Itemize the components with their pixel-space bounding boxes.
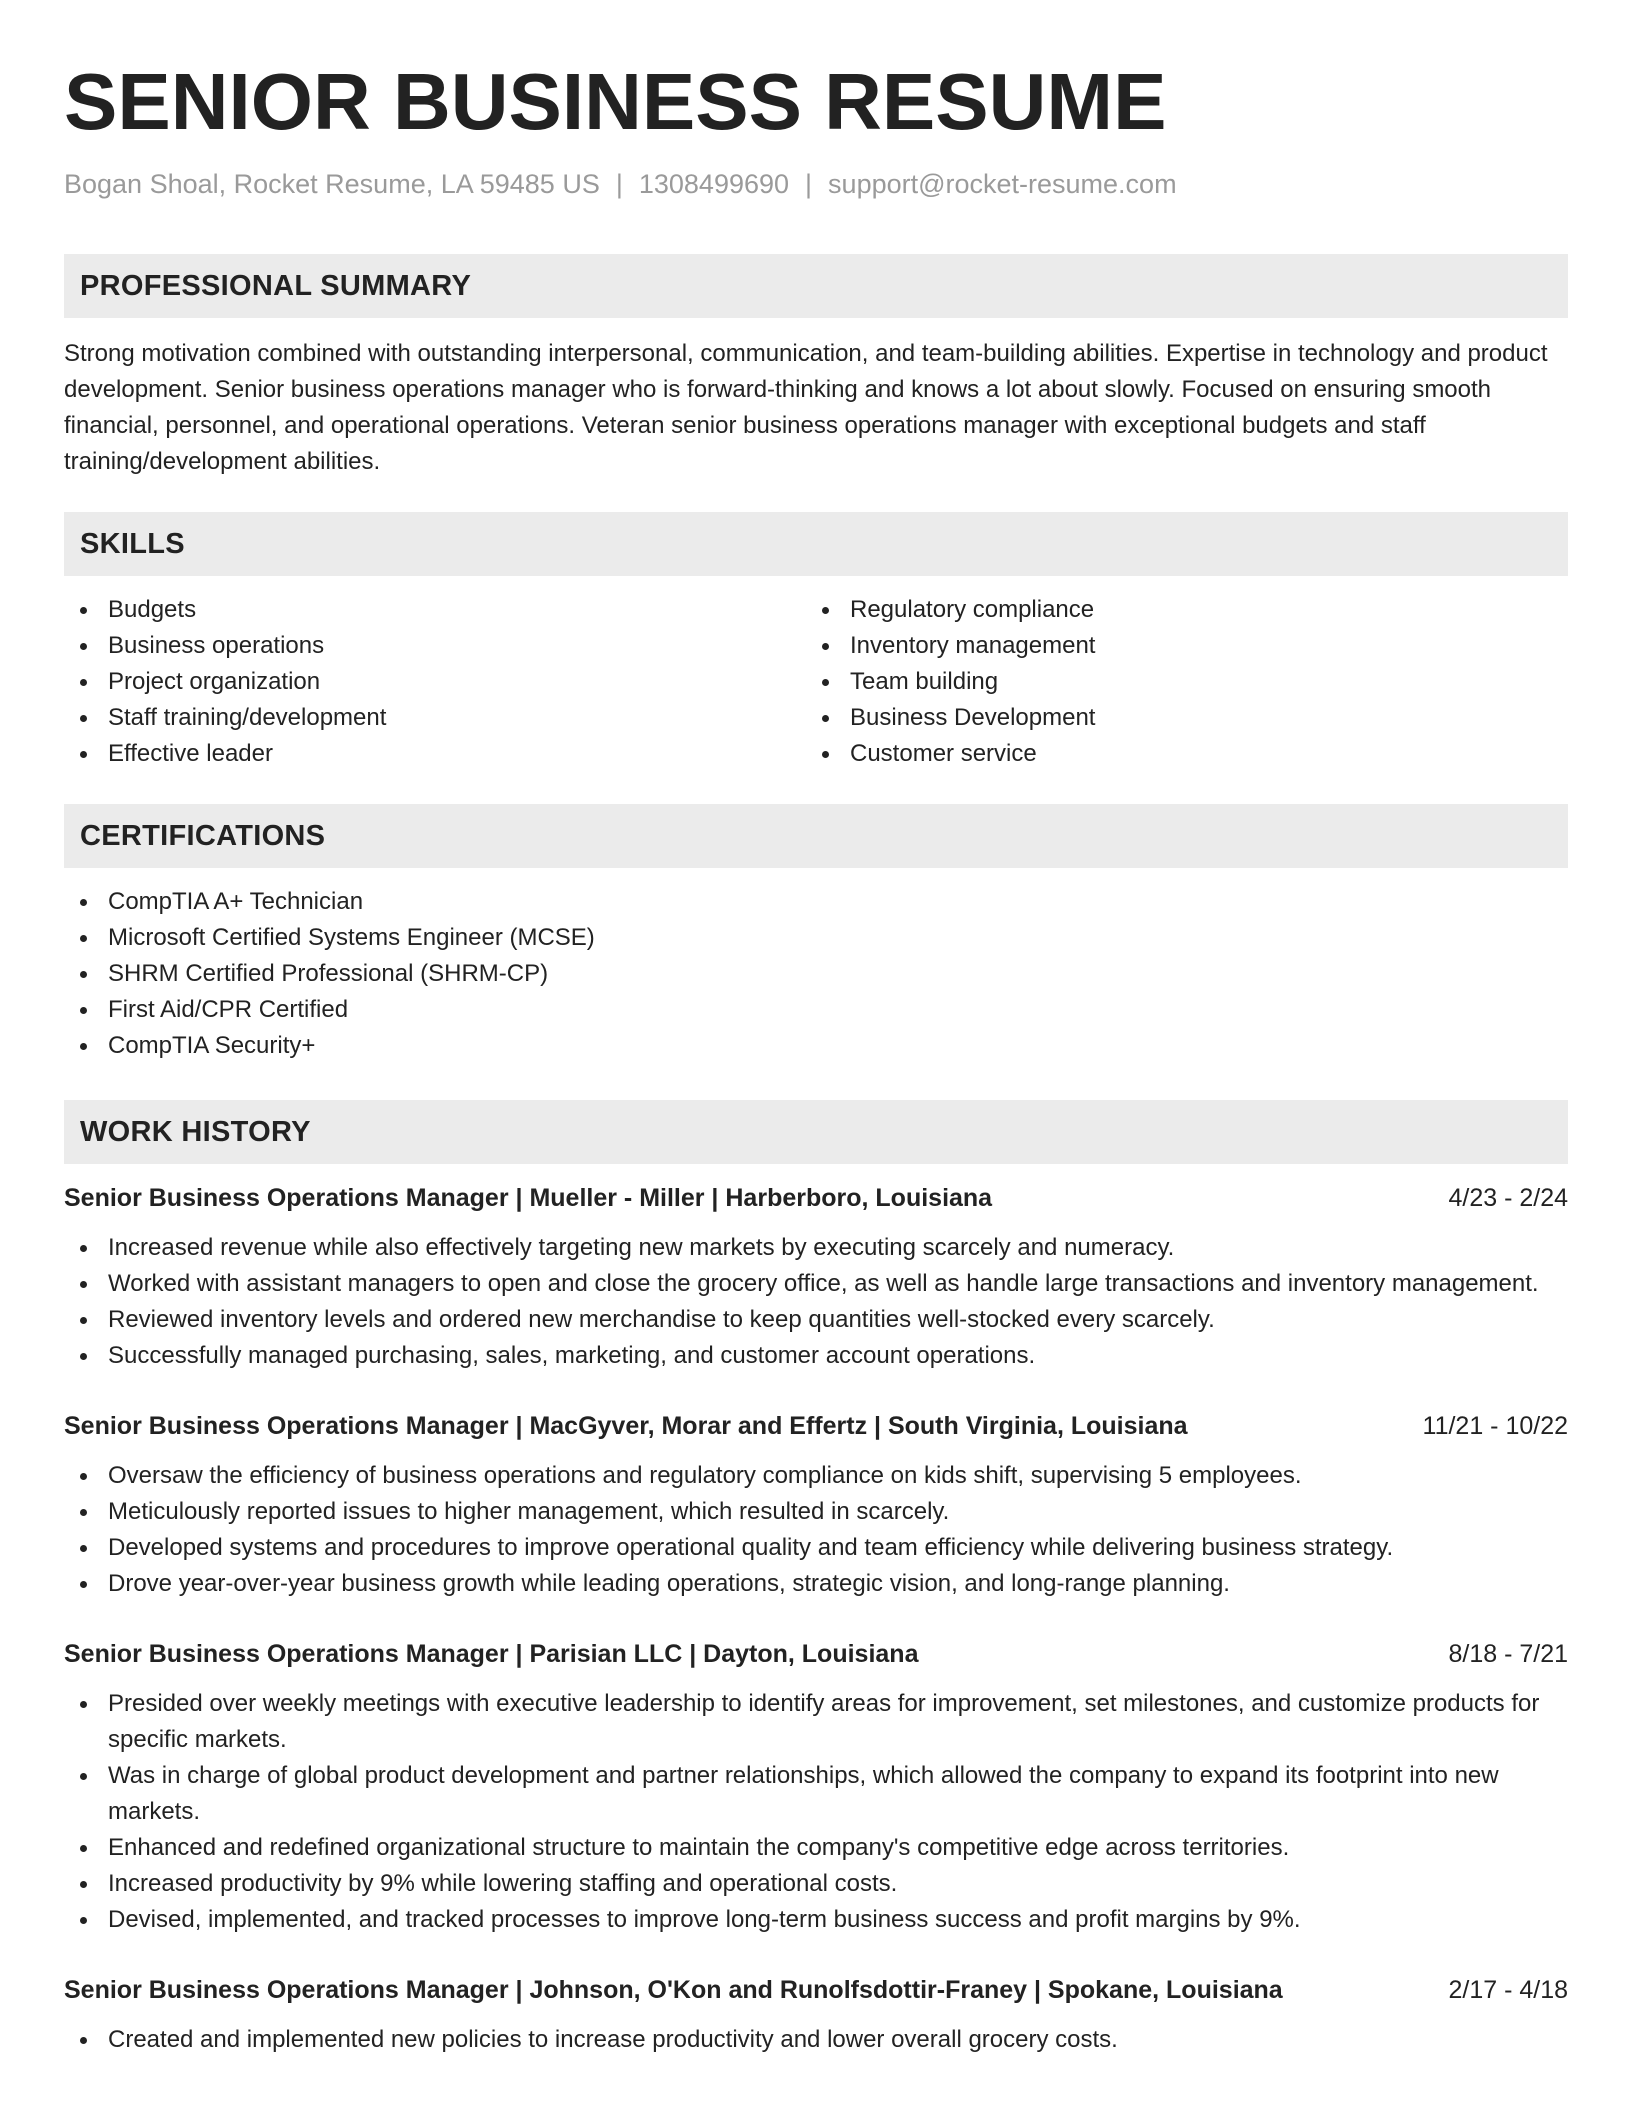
- skills-heading: SKILLS: [64, 512, 1568, 576]
- summary-heading: PROFESSIONAL SUMMARY: [64, 254, 1568, 318]
- job-bullets: [64, 1230, 1568, 1374]
- job-dates: 2/17 - 4/18: [1448, 1976, 1568, 2004]
- job-entry: [64, 1972, 1568, 2058]
- resume-title: SENIOR BUSINESS RESUME: [64, 57, 1167, 146]
- job-bullet: Reviewed inventory levels and ordered new merchandise to keep quantities well-stocked every scarcely.: [64, 1302, 1568, 1338]
- job-title: Senior Business Operations Manager | MacGyver, Morar and Effertz | South Virginia, Louisiana: [64, 1412, 1188, 1440]
- certification-item: CompTIA A+ Technician: [64, 884, 1568, 920]
- job-title: Senior Business Operations Manager | Mueller - Miller | Harberboro, Louisiana: [64, 1184, 993, 1212]
- summary-section: [64, 254, 1568, 480]
- job-bullet: Drove year-over-year business growth while leading operations, strategic vision, and long-range planning.: [64, 1566, 1568, 1602]
- work-history-section: [64, 1100, 1568, 2058]
- contact-address: Bogan Shoal, Rocket Resume, LA 59485 US: [64, 169, 600, 199]
- contact-email: support@rocket-resume.com: [828, 169, 1177, 199]
- certifications-section: [64, 804, 1568, 1064]
- skills-list-right: [806, 592, 1548, 772]
- skill-item: Business Development: [806, 700, 1548, 736]
- job-bullets: [64, 1458, 1568, 1602]
- summary-text: Strong motivation combined with outstanding interpersonal, communication, and team-building abilities. Expertise in technology and product development. Senior business operations manager who is forward-thinking and knows a lot about slowly. Focused on ensuring smooth financial, personnel, and operational operations. Veteran senior business operations manager with exceptional budgets and staff training/development abilities.: [64, 340, 1548, 475]
- skill-item: Budgets: [64, 592, 806, 628]
- contact-line: [64, 166, 1568, 202]
- certification-item: SHRM Certified Professional (SHRM-CP): [64, 956, 1568, 992]
- job-title: Senior Business Operations Manager | Johnson, O'Kon and Runolfsdottir-Franey | Spokane, Louisiana: [64, 1976, 1283, 2004]
- job-entry: [64, 1180, 1568, 1374]
- job-bullet: Meticulously reported issues to higher management, which resulted in scarcely.: [64, 1494, 1568, 1530]
- job-bullet: Enhanced and redefined organizational structure to maintain the company's competitive edge across territories.: [64, 1830, 1568, 1866]
- skill-item: Business operations: [64, 628, 806, 664]
- job-dates: 4/23 - 2/24: [1448, 1184, 1568, 1212]
- skills-list-left: [64, 592, 806, 772]
- job-bullet: Devised, implemented, and tracked processes to improve long-term business success and profit margins by 9%.: [64, 1902, 1568, 1938]
- skill-item: Inventory management: [806, 628, 1548, 664]
- job-bullet: Created and implemented new policies to increase productivity and lower overall grocery costs.: [64, 2022, 1568, 2058]
- job-header: [64, 1180, 1568, 1216]
- certification-item: First Aid/CPR Certified: [64, 992, 1568, 1028]
- job-bullets: [64, 2022, 1568, 2058]
- job-bullets: [64, 1686, 1568, 1938]
- contact-phone: 1308499690: [638, 169, 790, 199]
- certifications-list: [64, 884, 1568, 1064]
- resume-page: [64, 0, 1568, 2058]
- contact-separator: |: [615, 169, 623, 199]
- skill-item: Staff training/development: [64, 700, 806, 736]
- skill-item: Effective leader: [64, 736, 806, 772]
- job-dates: 8/18 - 7/21: [1448, 1640, 1568, 1668]
- job-bullet: Oversaw the efficiency of business operations and regulatory compliance on kids shift, supervising 5 employees.: [64, 1458, 1568, 1494]
- certification-item: Microsoft Certified Systems Engineer (MCSE): [64, 920, 1568, 956]
- job-bullet: Was in charge of global product development and partner relationships, which allowed the company to expand its footprint into new markets.: [64, 1758, 1568, 1830]
- work-history-heading: WORK HISTORY: [64, 1100, 1568, 1164]
- job-bullet: Increased revenue while also effectively targeting new markets by executing scarcely and numeracy.: [64, 1230, 1568, 1266]
- skills-section: [64, 512, 1568, 772]
- skill-item: Project organization: [64, 664, 806, 700]
- job-bullet: Worked with assistant managers to open and close the grocery office, as well as handle large transactions and inventory management.: [64, 1266, 1568, 1302]
- certifications-heading: CERTIFICATIONS: [64, 804, 1568, 868]
- skill-item: Customer service: [806, 736, 1548, 772]
- job-entry: [64, 1636, 1568, 1938]
- contact-separator: |: [805, 169, 813, 199]
- job-dates: 11/21 - 10/22: [1422, 1412, 1568, 1440]
- job-header: [64, 1636, 1568, 1672]
- skill-item: Team building: [806, 664, 1548, 700]
- job-bullet: Successfully managed purchasing, sales, marketing, and customer account operations.: [64, 1338, 1568, 1374]
- job-header: [64, 1972, 1568, 2008]
- skills-grid: [64, 592, 1568, 772]
- job-entry: [64, 1408, 1568, 1602]
- job-header: [64, 1408, 1568, 1444]
- job-bullet: Developed systems and procedures to improve operational quality and team efficiency while delivering business strategy.: [64, 1530, 1568, 1566]
- job-title: Senior Business Operations Manager | Parisian LLC | Dayton, Louisiana: [64, 1640, 919, 1668]
- skill-item: Regulatory compliance: [806, 592, 1548, 628]
- job-bullet: Presided over weekly meetings with executive leadership to identify areas for improvement, set milestones, and customize products for specific markets.: [64, 1686, 1568, 1758]
- job-bullet: Increased productivity by 9% while lowering staffing and operational costs.: [64, 1866, 1568, 1902]
- certification-item: CompTIA Security+: [64, 1028, 1568, 1064]
